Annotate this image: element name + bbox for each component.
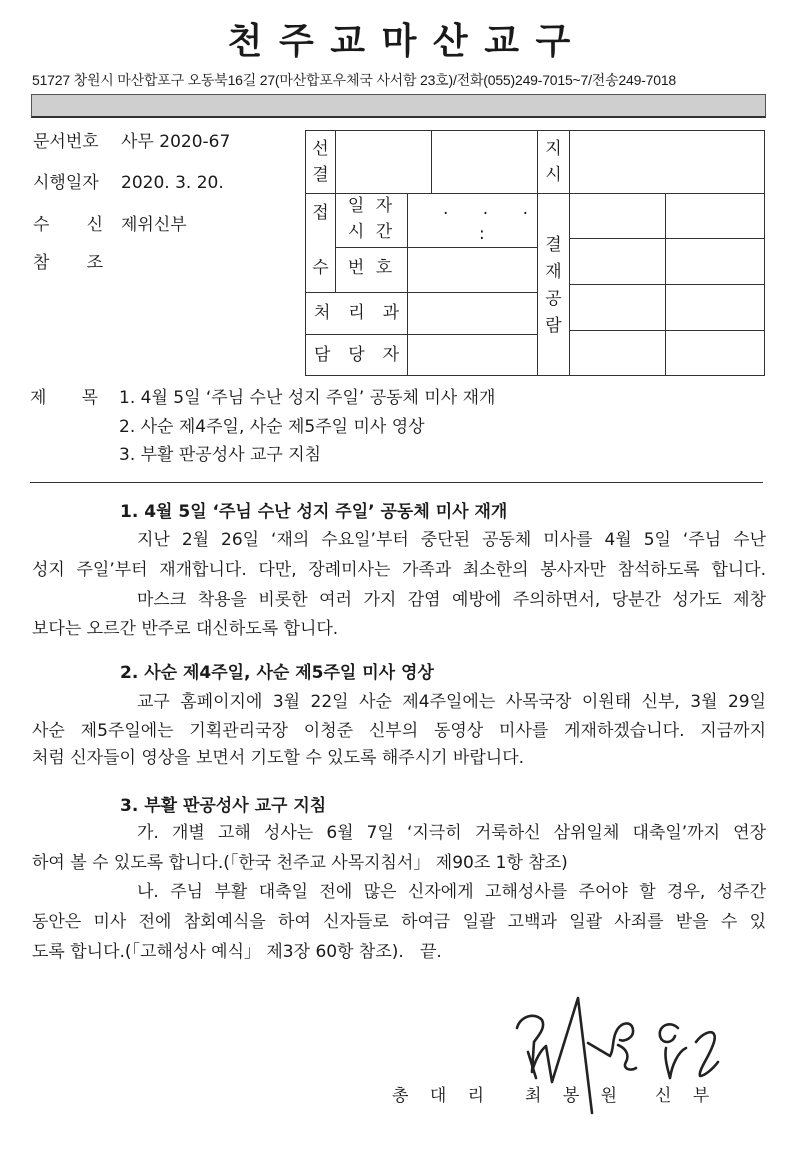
department-label: 처 리 과 (314, 303, 399, 323)
signer-name: 최 봉 원 (525, 1086, 626, 1106)
grid-line (305, 193, 765, 194)
doc-number-label: 문서번호 (33, 132, 99, 152)
signer-suffix: 신 부 (655, 1086, 718, 1106)
signature-stroke (660, 1024, 718, 1078)
body-line: 보다는 오르간 반주로 대신하도록 합니다. (32, 619, 339, 639)
grid-line (569, 130, 570, 376)
handwritten-signature (500, 990, 740, 1120)
approval-review-label: 결재공람 (545, 235, 562, 336)
body-line: 처럼 신자들이 영상을 보면서 기도할 수 있도록 해주시기 바랍니다. (32, 748, 525, 768)
date-label: 시행일자 (33, 173, 99, 193)
grid-line (335, 247, 537, 248)
section-heading: 2. 사순 제4주일, 사순 제5주일 미사 영상 (120, 663, 434, 683)
subject-label: 제 목 (30, 388, 98, 408)
number-field-label: 번 호 (347, 258, 396, 278)
subject-item: 3. 부활 판공성사 교구 지침 (119, 445, 322, 465)
time-field-label: 시 간 (347, 222, 396, 242)
body-line: 지난 2월 26일 ‘재의 수요일’부터 중단된 공동체 미사를 4월 5일 ‘주님 수난 (137, 530, 766, 550)
time-placeholder: : (479, 224, 485, 244)
date-field-label: 일 자 (347, 196, 396, 216)
grid-line (407, 193, 408, 376)
grid-line (569, 284, 765, 285)
body-line: 교구 홈페이지에 3월 22일 사순 제4주일에는 사목국장 이원태 신부, 3월 29일 (137, 692, 766, 712)
organization-address: 51727 창원시 마산합포구 오동북16길 27(마산합포우체국 사서함 23호)/전화(055)249-7015~7/전송249-7018 (32, 72, 677, 88)
body-line: 사순 제5주일에는 기획관리국장 이청준 신부의 동영상 미사를 게재하겠습니다. 지금까지 (32, 721, 766, 741)
signature-stroke (588, 1023, 636, 1069)
date-value: 2020. 3. 20. (121, 173, 224, 193)
body-line: 동안은 미사 전에 참회예식을 하여 신자들로 하여금 일괄 고백과 일괄 사죄를 받을 수 있 (32, 912, 766, 932)
body-line: 도록 합니다.(「고해성사 예식」 제3장 60항 참조). 끝. (32, 942, 442, 962)
recipient-label: 수 신 (33, 215, 103, 235)
signer-title: 총 대 리 (392, 1086, 493, 1106)
body-line: 가. 개별 고해 성사는 6월 7일 ‘지극히 거룩하신 삼위일체 대축일’까지 연장 (137, 823, 766, 843)
section-heading: 1. 4월 5일 ‘주님 수난 성지 주일’ 공동체 미사 재개 (120, 502, 508, 522)
body-line: 성지 주일’부터 재개합니다. 다만, 장례미사는 가족과 최소한의 봉사자만 참석하도록 합니다. (32, 560, 766, 580)
recipient-value: 제위신부 (121, 215, 187, 235)
subject-item: 2. 사순 제4주일, 사순 제5주일 미사 영상 (119, 417, 425, 437)
doc-number-value: 사무 2020-67 (121, 132, 231, 152)
grid-line (305, 334, 537, 335)
grid-line (764, 130, 765, 376)
pre-decision-label: 선결 (312, 139, 329, 185)
reference-label: 참 조 (33, 253, 103, 273)
divider (30, 482, 763, 483)
body-line: 마스크 착용을 비롯한 여러 가지 감염 예방에 주의하면서, 당분간 성가도 제창 (137, 590, 766, 610)
instruction-label: 지시 (545, 139, 562, 185)
body-line: 하여 볼 수 있도록 합니다.(「한국 천주교 사목지침서」 제90조 1항 참조) (32, 853, 568, 873)
grid-line (431, 130, 432, 193)
grid-line (305, 292, 537, 293)
grid-line (569, 330, 765, 331)
section-heading: 3. 부활 판공성사 교구 지침 (120, 796, 327, 816)
subject-item: 1. 4월 5일 ‘주님 수난 성지 주일’ 공동체 미사 재개 (119, 388, 496, 408)
header-bar (31, 94, 766, 118)
date-placeholder: . . . (443, 199, 529, 219)
person-in-charge-label: 담 당 자 (314, 345, 399, 365)
body-line: 나. 주님 부활 대축일 전에 많은 신자에게 고해성사를 주어야 할 경우, 성주간 (137, 882, 766, 902)
grid-line (305, 130, 765, 131)
receipt-label: 접수 (312, 203, 329, 278)
grid-line (569, 238, 765, 239)
grid-line (305, 375, 765, 376)
organization-title: 천 주 교 마 산 교 구 (227, 21, 573, 62)
